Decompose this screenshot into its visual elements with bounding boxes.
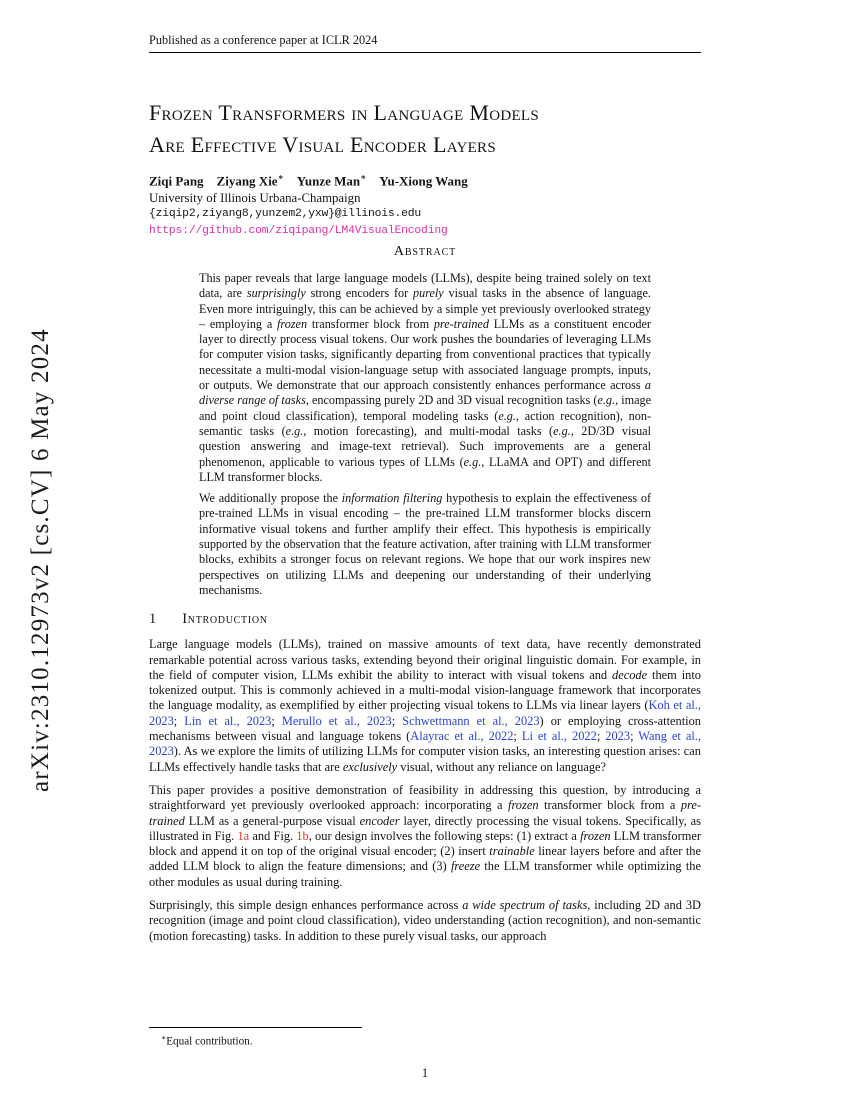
- section-title: Introduction: [182, 611, 268, 628]
- text-span: decode: [612, 667, 648, 682]
- text-span: information filtering: [341, 491, 443, 506]
- section-body-introduction: [149, 637, 701, 944]
- repo-link[interactable]: https://github.com/ziqipang/LM4VisualEncoding: [149, 224, 448, 237]
- text-span: , motion forecasting), and multi-modal tasks (: [303, 423, 554, 438]
- text-span: , encompassing purely 2D and 3D visual recognition tasks (: [305, 393, 598, 408]
- section-number: 1: [149, 611, 157, 628]
- text-span: We additionally propose the: [199, 491, 342, 506]
- text-span: the LLM transformer while optimizing the other modules as usual during training.: [149, 859, 701, 889]
- text-span: e.g.: [597, 393, 616, 408]
- text-span: visual, without any reliance on language?: [397, 759, 607, 774]
- authors-line: [149, 169, 468, 190]
- affiliation: University of Illinois Urbana-Champaign: [149, 190, 361, 205]
- text-span: a wide spectrum of tasks: [462, 897, 588, 912]
- citation-link[interactable]: Merullo et al., 2023: [281, 713, 392, 728]
- arxiv-watermark: arXiv:2310.12973v2 [cs.CV] 6 May 2024: [27, 328, 54, 792]
- abstract-body: [199, 271, 651, 598]
- text-span: layer, directly processing the visual tokens. Specifically, as illustrated in Fig.: [149, 813, 701, 843]
- text-span: frozen: [277, 316, 308, 331]
- superscript-marker: ∗: [360, 172, 367, 182]
- text-span: LLM transformer block and append it on top of the original visual encoder; (2) insert: [149, 828, 701, 859]
- text-span: [284, 173, 297, 188]
- citation-link[interactable]: Koh et al., 2023: [149, 698, 701, 728]
- text-span: pre-trained: [433, 316, 489, 331]
- text-span: linear layers before and after the added LLM block to align the feature dimensions; and (3): [149, 844, 701, 874]
- footnote-equal-contribution: [161, 1033, 253, 1048]
- text-span: Yunze Man: [296, 173, 361, 189]
- figure-ref-link[interactable]: 1a: [237, 828, 250, 843]
- text-span: hypothesis to explain the effectiveness of pre-trained LLMs in visual encoding – the pre-trained LLM transformer blocks discern informative visual tokens and further amplify their effect. This hypothesis is empirically supported by the observation that the feature activation, after training with LLM transformer blocks, exhibits a stronger focus on relevant regions. We hope that our work inspires new perspectives on utilizing LLMs and deepening our understanding of their underlying mechanisms.: [199, 491, 652, 597]
- superscript-marker: ∗: [161, 1033, 167, 1042]
- conference-header: Published as a conference paper at ICLR 2024: [149, 33, 378, 47]
- text-span: e.g.: [553, 423, 571, 438]
- paragraph: [199, 271, 651, 485]
- citation-link[interactable]: Lin et al., 2023: [184, 713, 272, 728]
- text-span: surprisingly: [246, 286, 306, 301]
- text-span: ;: [513, 729, 522, 744]
- paragraph: [149, 783, 701, 890]
- text-span: [366, 173, 379, 188]
- footnote-rule: [149, 1027, 362, 1028]
- text-span: This paper provides a positive demonstration of feasibility in addressing this question, by introducing a straightforward yet previously overlooked approach: incorporating a: [149, 782, 701, 813]
- text-span: Ziyang Xie: [216, 173, 278, 189]
- text-span: visual tasks in the absence of language. Even more intriguingly, this can be achieved by a simple yet previously overlooked strategy – employing a: [199, 286, 651, 331]
- page-number: 1: [421, 1066, 429, 1080]
- text-span: trainable: [489, 844, 535, 859]
- text-span: , 2D/3D visual question answering and image-text retrieval). Such improvements are a general phenomenon, applicable to various types of LLMs (: [199, 423, 651, 469]
- text-span: a diverse range of tasks: [199, 378, 651, 408]
- text-span: freeze: [450, 859, 481, 874]
- paragraph: [199, 491, 651, 598]
- paper-title: [149, 97, 539, 161]
- text-span: and Fig.: [249, 828, 297, 843]
- text-span: frozen: [508, 798, 539, 813]
- text-span: ;: [596, 729, 606, 744]
- text-span: encoder: [359, 813, 400, 828]
- section-heading-introduction: [149, 611, 701, 628]
- text-span: ) or employing cross-attention mechanisms between visual and language tokens (: [149, 713, 701, 744]
- text-span: , LLaMA and OPT) and different LLM transformer blocks.: [199, 454, 651, 484]
- text-span: [204, 173, 217, 188]
- text-span: , image and point cloud classification), temporal modeling tasks (: [199, 393, 652, 423]
- citation-link[interactable]: Li et al., 2022: [521, 729, 597, 744]
- text-span: ;: [173, 713, 185, 728]
- author-block: [149, 169, 468, 239]
- text-span: LLMs as a constituent encoder layer to directly process visual tokens. Our work pushes the boundaries of leveraging LLMs for computer vision tasks, significantly departing from conventional practices that typically necessitate a multi-modal vision-language setup with associated language prompts, inputs, or outputs. We demonstrate that our approach consistently enhances performance across: [199, 316, 651, 393]
- paragraph: [149, 898, 701, 944]
- text-span: LLM as a general-purpose visual: [184, 813, 360, 828]
- text-span: , our design involves the following steps: (1) extract a: [308, 828, 581, 843]
- text-span: ;: [271, 713, 282, 728]
- abstract-heading: Abstract: [393, 244, 457, 259]
- text-span: Surprisingly, this simple design enhances performance across: [149, 897, 463, 912]
- paper-title-line-2: Are Effective Visual Encoder Layers: [149, 132, 496, 157]
- text-span: ). As we explore the limits of utilizing LLMs for computer vision tasks, an interesting question arises: can LLMs effectively handle tasks that are: [149, 744, 701, 774]
- text-span: Equal contribution.: [166, 1035, 253, 1048]
- citation-link[interactable]: Wang et al., 2023: [149, 729, 701, 759]
- text-span: exclusively: [342, 759, 398, 774]
- email-line: {ziqip2,ziyang8,yunzem2,yxw}@illinois.edu: [149, 208, 422, 221]
- paragraph: [149, 637, 701, 775]
- header-rule: [149, 52, 701, 53]
- text-span: strong encoders for: [305, 286, 413, 301]
- text-span: transformer block from a: [538, 798, 681, 813]
- text-span: , action recognition), non-semantic tasks (: [199, 408, 652, 438]
- text-span: transformer block from: [307, 316, 434, 331]
- text-span: them into tokenized output. This is commonly achieved in a multi-modal vision-language framework that incorporates the language modality, as exemplified by either projecting visual tokens to LLMs via linear layers (: [149, 667, 702, 713]
- text-span: Large language models (LLMs), trained on massive amounts of text data, have recently demonstrated remarkable potential across various tasks, extending beyond their original linguistic domain. For example, in the field of computer vision, LLMs exhibit the ability to interact with visual tokens and: [149, 637, 701, 682]
- text-span: pre-trained: [149, 798, 701, 828]
- citation-link[interactable]: 2023: [605, 729, 631, 744]
- text-span: e.g.: [498, 408, 516, 423]
- figure-ref-link[interactable]: 1b: [296, 828, 309, 843]
- text-span: Yu-Xiong Wang: [379, 173, 468, 189]
- text-span: frozen: [580, 828, 611, 843]
- citation-link[interactable]: Alayrac et al., 2022: [410, 729, 514, 744]
- text-span: e.g.: [463, 454, 482, 469]
- main-content: [149, 244, 701, 952]
- text-span: purely: [413, 286, 444, 301]
- paper-title-line-1: Frozen Transformers in Language Models: [149, 100, 540, 125]
- text-span: e.g.: [285, 423, 304, 438]
- text-span: ;: [391, 713, 403, 728]
- citation-link[interactable]: Schwettmann et al., 2023: [402, 713, 540, 728]
- text-span: Ziqi Pang: [149, 173, 204, 189]
- text-span: , including 2D and 3D recognition (image and point cloud classification), video understanding (action recognition), and non-semantic (motion forecasting) tasks. In addition to these purely visual tasks, our approach: [149, 897, 701, 943]
- text-span: This paper reveals that large language models (LLMs), despite being trained solely on text data, are: [199, 271, 651, 301]
- text-span: ;: [630, 729, 639, 744]
- superscript-marker: ∗: [277, 172, 284, 182]
